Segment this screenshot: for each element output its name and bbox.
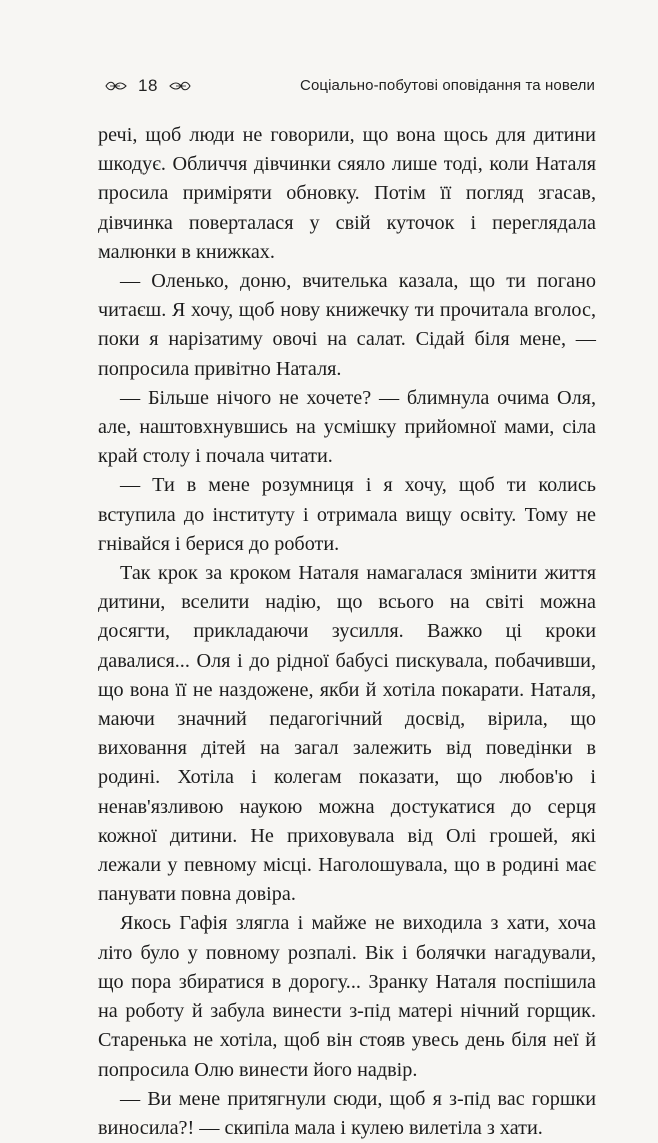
paragraph: — Ви мене притягнули сюди, щоб я з-під вас горшки виносила?! — скипіла мала і кулею вилетіла з хати.: [98, 1087, 596, 1139]
paragraph: Якось Гафія злягла і майже не виходила з хати, хоча літо було у повному розпалі. Вік і болячки нагадували, що пора збиратися в дорогу... Зранку Наталя поспішила на роботу й забула винести з-під матері нічний горщик. Старенька не хотіла, щоб він стояв увесь день біля неї й попросила Олю винести його надвір.: [98, 912, 596, 1081]
page-header: [100, 74, 595, 100]
paragraph: — Ти в мене розумниця і я хочу, щоб ти колись вступила до інституту і отримала вищу освіту. Тому не гнівайся і берися до роботи.: [98, 474, 596, 555]
page-body: [98, 121, 596, 1143]
paragraph: речі, щоб люди не говорили, що вона щось для дитини шкодує. Обличчя дівчинки сяяло лише тоді, коли Наталя просила приміряти обновку. Потім її погляд згасав, дівчинка поверталася у свій куточок і переглядала малюнки в книжках.: [98, 124, 596, 263]
floral-ornament-right-icon: [168, 79, 192, 93]
paragraph: Так крок за кроком Наталя намагалася змінити життя дитини, вселити надію, що всього на світі можна досягти, прикладаючи зусилля. Важко ці кроки давалися... Оля і до рідної бабусі пискувала, побачивши, що вона її не наздожене, якби й хотіла покарати. Наталя, маючи значний педагогічний досвід, вірила, що виховання дітей на загал залежить від поведінки в родині. Хотіла і колегам показати, що любов'ю і ненав'язливою наукою можна достукатися до серця кожної дитини. Не приховувала від Олі грошей, які лежали у певному місці. Наголошувала, що в родині має панувати повна довіра.: [98, 562, 596, 906]
paragraph: — Оленько, доню, вчителька казала, що ти погано читаєш. Я хочу, щоб нову книжечку ти прочитала вголос, поки я нарізатиму овочі на салат. Сідай біля мене, — попросила привітно Наталя.: [98, 270, 596, 380]
floral-ornament-left-icon: [104, 79, 128, 93]
page-number-block: [104, 76, 192, 96]
page-number: 18: [138, 76, 158, 95]
running-title: Соціально-побутові оповідання та новели: [300, 77, 595, 94]
paragraph: — Більше нічого не хочете? — блимнула очима Оля, але, наштовхнувшись на усмішку прийомної мами, сіла край столу і почала читати.: [98, 386, 596, 468]
